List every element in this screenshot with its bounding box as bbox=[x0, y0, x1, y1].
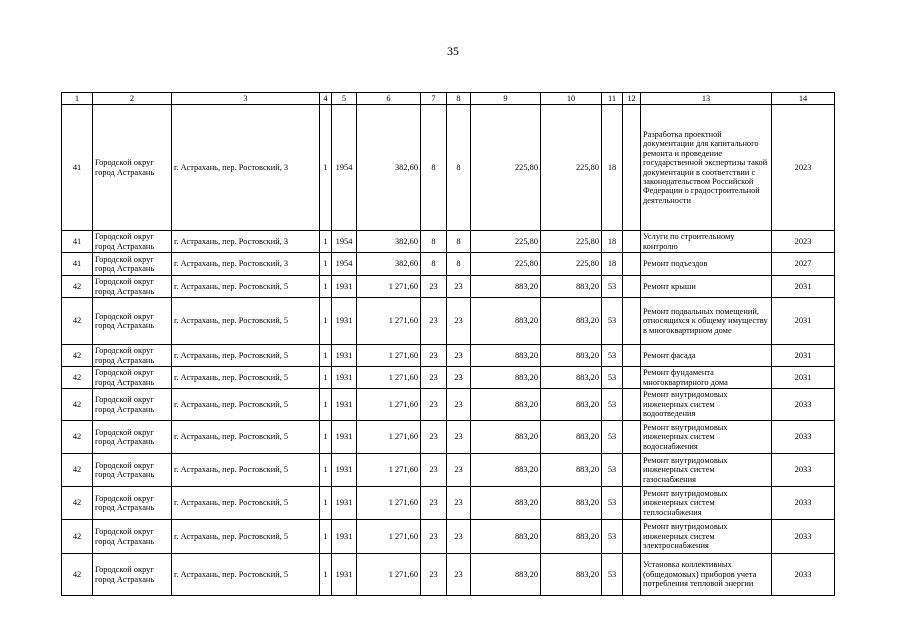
total-area: 1 271,60 bbox=[357, 421, 421, 454]
cell-col4: 1 bbox=[320, 298, 332, 345]
total-area: 1 271,60 bbox=[357, 389, 421, 421]
construction-year: 1931 bbox=[332, 389, 357, 421]
column-number: 9 bbox=[471, 93, 541, 105]
cell-col4: 1 bbox=[320, 454, 332, 487]
total-area: 1 271,60 bbox=[357, 345, 421, 367]
municipality: Городской округ город Астрахань bbox=[93, 298, 172, 345]
construction-year: 1931 bbox=[332, 554, 357, 596]
planned-year: 2033 bbox=[772, 389, 835, 421]
column-number: 12 bbox=[623, 93, 641, 105]
construction-year: 1931 bbox=[332, 367, 357, 389]
cell-col10: 883,20 bbox=[541, 454, 602, 487]
cell-col11: 53 bbox=[602, 276, 623, 298]
cell-col7: 23 bbox=[421, 554, 447, 596]
municipality: Городской округ город Астрахань bbox=[93, 520, 172, 554]
cell-col8: 23 bbox=[447, 367, 471, 389]
cell-col10: 883,20 bbox=[541, 520, 602, 554]
cell-col11: 53 bbox=[602, 454, 623, 487]
municipality: Городской округ город Астрахань bbox=[93, 105, 172, 231]
cell-col7: 23 bbox=[421, 345, 447, 367]
planned-year: 2023 bbox=[772, 105, 835, 231]
cell-col12 bbox=[623, 487, 641, 520]
cell-col12 bbox=[623, 367, 641, 389]
cell-col7: 23 bbox=[421, 276, 447, 298]
row-number: 41 bbox=[62, 231, 93, 253]
cell-col12 bbox=[623, 276, 641, 298]
table-row bbox=[62, 454, 835, 487]
cell-col8: 23 bbox=[447, 345, 471, 367]
address: г. Астрахань, пер. Ростовский, 5 bbox=[172, 345, 320, 367]
cell-col11: 18 bbox=[602, 231, 623, 253]
cell-col7: 8 bbox=[421, 231, 447, 253]
cell-col11: 18 bbox=[602, 105, 623, 231]
municipality: Городской округ город Астрахань bbox=[93, 367, 172, 389]
column-number: 14 bbox=[772, 93, 835, 105]
cell-col10: 225,80 bbox=[541, 105, 602, 231]
total-area: 1 271,60 bbox=[357, 487, 421, 520]
cell-col9: 883,20 bbox=[471, 367, 541, 389]
table-row bbox=[62, 421, 835, 454]
cell-col9: 225,80 bbox=[471, 105, 541, 231]
row-number: 42 bbox=[62, 367, 93, 389]
municipality: Городской округ город Астрахань bbox=[93, 231, 172, 253]
municipality: Городской округ город Астрахань bbox=[93, 253, 172, 276]
total-area: 1 271,60 bbox=[357, 554, 421, 596]
table-row bbox=[62, 487, 835, 520]
column-number: 5 bbox=[332, 93, 357, 105]
column-number: 2 bbox=[93, 93, 172, 105]
work-type: Ремонт внутридомовых инженерных систем электроснабжения bbox=[641, 520, 772, 554]
construction-year: 1954 bbox=[332, 231, 357, 253]
cell-col11: 53 bbox=[602, 345, 623, 367]
work-type: Ремонт подвальных помещений, относящихся к общему имуществу в многоквартирном доме bbox=[641, 298, 772, 345]
address: г. Астрахань, пер. Ростовский, 5 bbox=[172, 389, 320, 421]
cell-col10: 883,20 bbox=[541, 487, 602, 520]
construction-year: 1954 bbox=[332, 105, 357, 231]
work-type: Ремонт внутридомовых инженерных систем водоотведения bbox=[641, 389, 772, 421]
address: г. Астрахань, пер. Ростовский, 5 bbox=[172, 487, 320, 520]
cell-col11: 53 bbox=[602, 520, 623, 554]
work-type: Ремонт внутридомовых инженерных систем газоснабжения bbox=[641, 454, 772, 487]
cell-col4: 1 bbox=[320, 105, 332, 231]
planned-year: 2023 bbox=[772, 231, 835, 253]
cell-col4: 1 bbox=[320, 520, 332, 554]
row-number: 42 bbox=[62, 554, 93, 596]
cell-col11: 53 bbox=[602, 298, 623, 345]
table-row bbox=[62, 253, 835, 276]
cell-col12 bbox=[623, 554, 641, 596]
address: г. Астрахань, пер. Ростовский, 5 bbox=[172, 454, 320, 487]
cell-col10: 883,20 bbox=[541, 554, 602, 596]
construction-year: 1954 bbox=[332, 253, 357, 276]
construction-year: 1931 bbox=[332, 276, 357, 298]
municipality: Городской округ город Астрахань bbox=[93, 345, 172, 367]
cell-col8: 23 bbox=[447, 520, 471, 554]
cell-col4: 1 bbox=[320, 231, 332, 253]
construction-year: 1931 bbox=[332, 487, 357, 520]
municipality: Городской округ город Астрахань bbox=[93, 276, 172, 298]
cell-col8: 23 bbox=[447, 454, 471, 487]
construction-year: 1931 bbox=[332, 454, 357, 487]
cell-col11: 53 bbox=[602, 367, 623, 389]
total-area: 1 271,60 bbox=[357, 298, 421, 345]
address: г. Астрахань, пер. Ростовский, 5 bbox=[172, 367, 320, 389]
cell-col11: 53 bbox=[602, 554, 623, 596]
table-row bbox=[62, 105, 835, 231]
cell-col8: 23 bbox=[447, 487, 471, 520]
cell-col4: 1 bbox=[320, 276, 332, 298]
cell-col9: 225,80 bbox=[471, 231, 541, 253]
municipality: Городской округ город Астрахань bbox=[93, 421, 172, 454]
cell-col9: 883,20 bbox=[471, 421, 541, 454]
cell-col4: 1 bbox=[320, 421, 332, 454]
cell-col7: 23 bbox=[421, 367, 447, 389]
cell-col7: 23 bbox=[421, 520, 447, 554]
row-number: 42 bbox=[62, 421, 93, 454]
cell-col8: 23 bbox=[447, 298, 471, 345]
table-row bbox=[62, 298, 835, 345]
total-area: 1 271,60 bbox=[357, 454, 421, 487]
address: г. Астрахань, пер. Ростовский, 5 bbox=[172, 276, 320, 298]
table-row bbox=[62, 520, 835, 554]
cell-col8: 23 bbox=[447, 389, 471, 421]
cell-col10: 883,20 bbox=[541, 367, 602, 389]
work-type: Установка коллективных (общедомовых) приборов учета потребления тепловой энергии bbox=[641, 554, 772, 596]
planned-year: 2033 bbox=[772, 487, 835, 520]
cell-col8: 23 bbox=[447, 554, 471, 596]
table-row bbox=[62, 345, 835, 367]
address: г. Астрахань, пер. Ростовский, 3 bbox=[172, 253, 320, 276]
address: г. Астрахань, пер. Ростовский, 3 bbox=[172, 231, 320, 253]
row-number: 42 bbox=[62, 276, 93, 298]
cell-col10: 225,80 bbox=[541, 231, 602, 253]
cell-col12 bbox=[623, 105, 641, 231]
work-type: Ремонт фасада bbox=[641, 345, 772, 367]
table-row bbox=[62, 367, 835, 389]
cell-col11: 18 bbox=[602, 253, 623, 276]
cell-col9: 883,20 bbox=[471, 298, 541, 345]
column-number: 4 bbox=[320, 93, 332, 105]
municipality: Городской округ город Астрахань bbox=[93, 454, 172, 487]
cell-col4: 1 bbox=[320, 253, 332, 276]
planned-year: 2033 bbox=[772, 554, 835, 596]
column-number: 6 bbox=[357, 93, 421, 105]
total-area: 1 271,60 bbox=[357, 520, 421, 554]
column-number-row bbox=[62, 93, 835, 105]
cell-col7: 23 bbox=[421, 454, 447, 487]
planned-year: 2031 bbox=[772, 298, 835, 345]
planned-year: 2033 bbox=[772, 421, 835, 454]
work-type: Ремонт фундамента многоквартирного дома bbox=[641, 367, 772, 389]
planned-year: 2033 bbox=[772, 520, 835, 554]
cell-col7: 23 bbox=[421, 298, 447, 345]
table-row bbox=[62, 554, 835, 596]
planned-year: 2027 bbox=[772, 253, 835, 276]
cell-col9: 225,80 bbox=[471, 253, 541, 276]
row-number: 41 bbox=[62, 253, 93, 276]
cell-col12 bbox=[623, 454, 641, 487]
row-number: 42 bbox=[62, 454, 93, 487]
cell-col8: 23 bbox=[447, 276, 471, 298]
work-type: Ремонт подъездов bbox=[641, 253, 772, 276]
cell-col7: 23 bbox=[421, 389, 447, 421]
row-number: 42 bbox=[62, 487, 93, 520]
capital-repair-table bbox=[61, 92, 835, 596]
row-number: 42 bbox=[62, 520, 93, 554]
total-area: 1 271,60 bbox=[357, 276, 421, 298]
municipality: Городской округ город Астрахань bbox=[93, 554, 172, 596]
planned-year: 2031 bbox=[772, 367, 835, 389]
work-type: Ремонт внутридомовых инженерных систем водоснабжения bbox=[641, 421, 772, 454]
total-area: 382,60 bbox=[357, 231, 421, 253]
cell-col7: 23 bbox=[421, 421, 447, 454]
cell-col9: 883,20 bbox=[471, 276, 541, 298]
cell-col4: 1 bbox=[320, 345, 332, 367]
address: г. Астрахань, пер. Ростовский, 5 bbox=[172, 298, 320, 345]
column-number: 11 bbox=[602, 93, 623, 105]
column-number: 3 bbox=[172, 93, 320, 105]
cell-col7: 8 bbox=[421, 253, 447, 276]
column-number: 1 bbox=[62, 93, 93, 105]
column-number: 10 bbox=[541, 93, 602, 105]
cell-col12 bbox=[623, 345, 641, 367]
construction-year: 1931 bbox=[332, 298, 357, 345]
cell-col11: 53 bbox=[602, 421, 623, 454]
planned-year: 2031 bbox=[772, 276, 835, 298]
row-number: 41 bbox=[62, 105, 93, 231]
row-number: 42 bbox=[62, 389, 93, 421]
table-row bbox=[62, 389, 835, 421]
column-number: 8 bbox=[447, 93, 471, 105]
cell-col10: 883,20 bbox=[541, 298, 602, 345]
cell-col11: 53 bbox=[602, 487, 623, 520]
row-number: 42 bbox=[62, 298, 93, 345]
cell-col8: 8 bbox=[447, 105, 471, 231]
cell-col9: 883,20 bbox=[471, 520, 541, 554]
address: г. Астрахань, пер. Ростовский, 3 bbox=[172, 105, 320, 231]
cell-col12 bbox=[623, 389, 641, 421]
work-type: Ремонт внутридомовых инженерных систем теплоснабжения bbox=[641, 487, 772, 520]
construction-year: 1931 bbox=[332, 345, 357, 367]
cell-col10: 883,20 bbox=[541, 421, 602, 454]
cell-col9: 883,20 bbox=[471, 389, 541, 421]
cell-col12 bbox=[623, 520, 641, 554]
address: г. Астрахань, пер. Ростовский, 5 bbox=[172, 421, 320, 454]
cell-col7: 23 bbox=[421, 487, 447, 520]
table-row bbox=[62, 276, 835, 298]
municipality: Городской округ город Астрахань bbox=[93, 487, 172, 520]
column-number: 7 bbox=[421, 93, 447, 105]
cell-col4: 1 bbox=[320, 554, 332, 596]
cell-col4: 1 bbox=[320, 367, 332, 389]
cell-col8: 8 bbox=[447, 253, 471, 276]
cell-col4: 1 bbox=[320, 487, 332, 520]
address: г. Астрахань, пер. Ростовский, 5 bbox=[172, 520, 320, 554]
construction-year: 1931 bbox=[332, 421, 357, 454]
cell-col10: 883,20 bbox=[541, 276, 602, 298]
cell-col4: 1 bbox=[320, 389, 332, 421]
cell-col10: 883,20 bbox=[541, 389, 602, 421]
page-number: 35 bbox=[447, 44, 459, 58]
cell-col8: 8 bbox=[447, 231, 471, 253]
work-type: Разработка проектной документации для капитального ремонта и проведение государственной экспертизы такой документации в соответствии с законодательством Российской Федерации о градостроительной деятельности bbox=[641, 105, 772, 231]
table-row bbox=[62, 231, 835, 253]
cell-col8: 23 bbox=[447, 421, 471, 454]
cell-col9: 883,20 bbox=[471, 554, 541, 596]
cell-col12 bbox=[623, 253, 641, 276]
cell-col9: 883,20 bbox=[471, 487, 541, 520]
planned-year: 2031 bbox=[772, 345, 835, 367]
cell-col10: 225,80 bbox=[541, 253, 602, 276]
cell-col12 bbox=[623, 298, 641, 345]
total-area: 382,60 bbox=[357, 253, 421, 276]
total-area: 1 271,60 bbox=[357, 367, 421, 389]
cell-col7: 8 bbox=[421, 105, 447, 231]
cell-col12 bbox=[623, 421, 641, 454]
work-type: Услуги по строительному контролю bbox=[641, 231, 772, 253]
work-type: Ремонт крыши bbox=[641, 276, 772, 298]
address: г. Астрахань, пер. Ростовский, 5 bbox=[172, 554, 320, 596]
cell-col12 bbox=[623, 231, 641, 253]
column-number: 13 bbox=[641, 93, 772, 105]
total-area: 382,60 bbox=[357, 105, 421, 231]
municipality: Городской округ город Астрахань bbox=[93, 389, 172, 421]
cell-col9: 883,20 bbox=[471, 454, 541, 487]
cell-col9: 883,20 bbox=[471, 345, 541, 367]
planned-year: 2033 bbox=[772, 454, 835, 487]
construction-year: 1931 bbox=[332, 520, 357, 554]
cell-col11: 53 bbox=[602, 389, 623, 421]
cell-col10: 883,20 bbox=[541, 345, 602, 367]
row-number: 42 bbox=[62, 345, 93, 367]
